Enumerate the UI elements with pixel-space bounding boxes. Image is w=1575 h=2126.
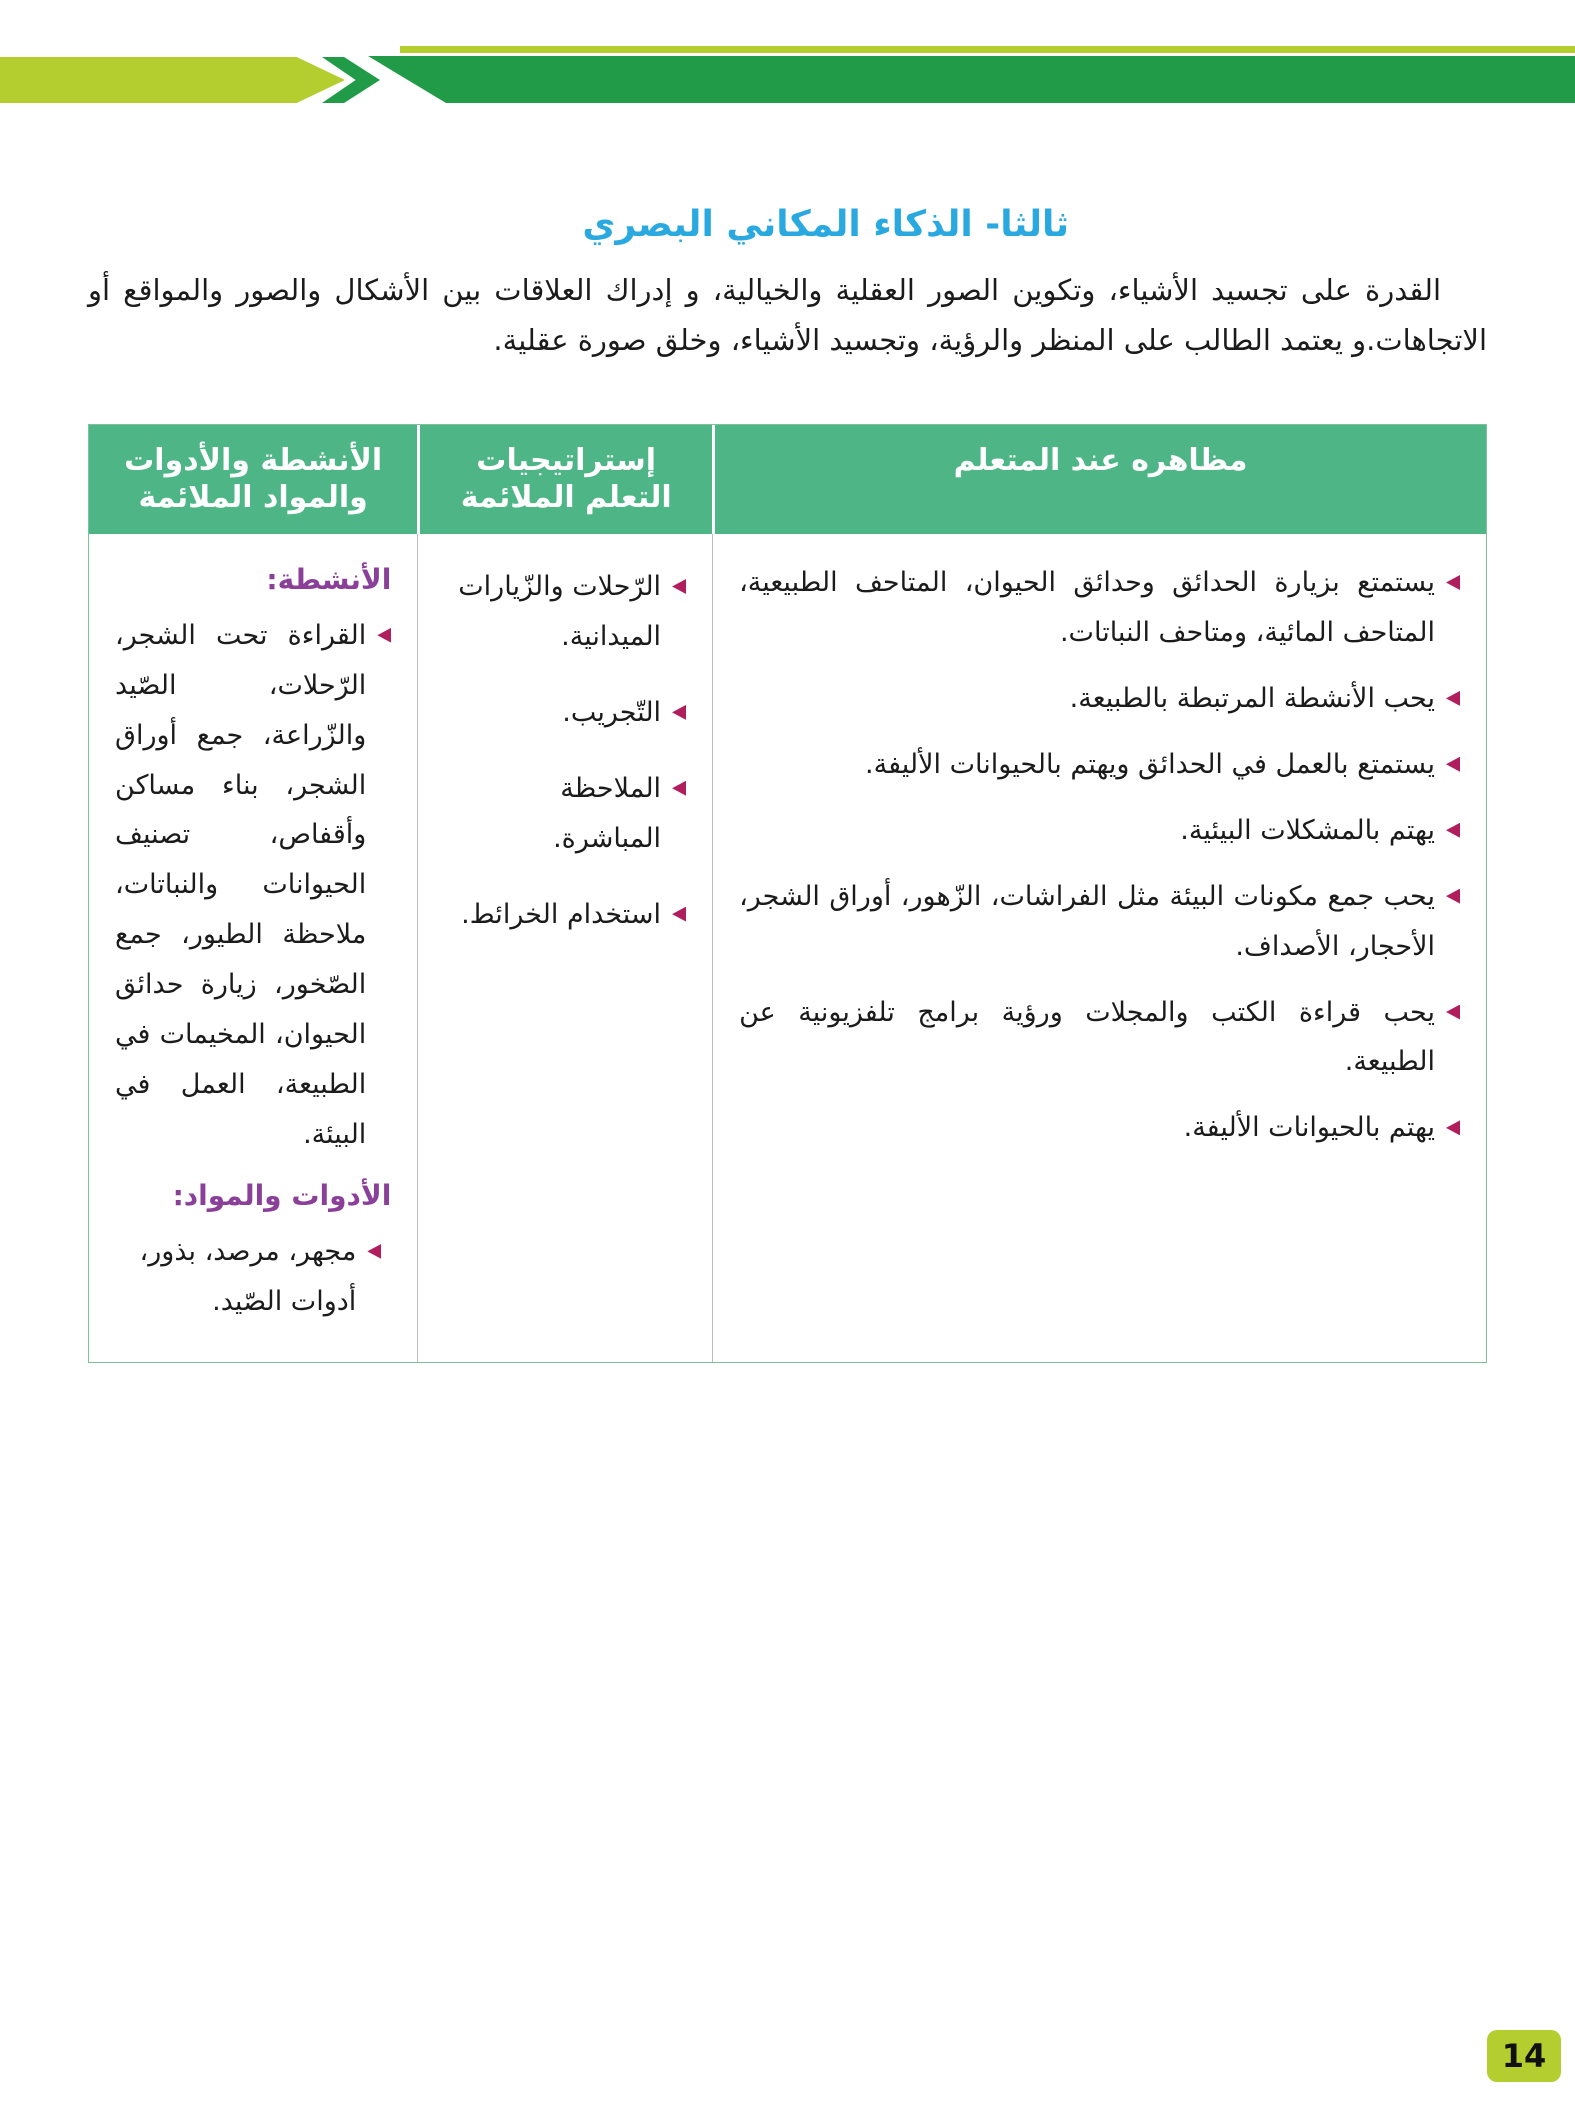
list-item [444, 688, 686, 738]
list-item [115, 611, 391, 1160]
triangle-bullet-icon [672, 705, 686, 720]
list-item [444, 764, 686, 864]
list-item-text: الملاحظة المباشرة. [553, 772, 662, 854]
list-item-text: يحب الأنشطة المرتبطة بالطبيعة. [1069, 682, 1435, 714]
page-number-badge [1487, 2030, 1561, 2082]
green-ribbon-shape [368, 56, 1575, 103]
list-item-text: يستمتع بزيارة الحدائق وحدائق الحيوان، المتاحف الطبيعية، المتاحف المائية، ومتاحف النباتات. [739, 566, 1435, 648]
list-item [739, 674, 1460, 724]
intelligence-table [88, 424, 1487, 1363]
lime-strip-shape [400, 46, 1575, 53]
section-title: ثالثا- الذكاء المكاني البصري [582, 204, 1069, 245]
list-item-text: يحب جمع مكونات البيئة مثل الفراشات، الزّهور، أوراق الشجر، الأحجار، الأصداف. [739, 880, 1435, 962]
triangle-bullet-icon [672, 781, 686, 796]
list-item [444, 890, 686, 940]
triangle-bullet-icon [672, 579, 686, 594]
list-item-text: استخدام الخرائط. [461, 898, 662, 930]
list-item-text: التّجريب. [562, 696, 662, 728]
column-header-activities: الأنشطة والأدوات والمواد الملائمة [124, 442, 383, 516]
list-item [739, 988, 1460, 1088]
list-item [739, 806, 1460, 856]
list-item-text: يهتم بالحيوانات الأليفة. [1183, 1112, 1435, 1144]
triangle-bullet-icon [1446, 691, 1460, 706]
triangle-bullet-icon [1446, 1005, 1460, 1020]
tools-subheading: الأدوات والمواد: [172, 1179, 392, 1213]
list-item [739, 558, 1460, 658]
cell-manifestations [712, 534, 1486, 1362]
triangle-bullet-icon [1446, 757, 1460, 772]
triangle-bullet-icon [1446, 823, 1460, 838]
list-item-text: مجهر، مرصد، بذور، أدوات الصّيد. [139, 1235, 357, 1317]
list-item-text: يستمتع بالعمل في الحدائق ويهتم بالحيوانات الأليفة. [865, 748, 1435, 780]
triangle-bullet-icon [1446, 889, 1460, 904]
list-item [739, 872, 1460, 972]
page-number: 14 [1501, 2037, 1547, 2075]
triangle-bullet-icon [1446, 1120, 1460, 1135]
table-body-row [89, 534, 1486, 1362]
list-item-text: الرّحلات والزّيارات الميدانية. [458, 570, 662, 652]
content-area [0, 203, 1575, 1363]
cell-activities [89, 534, 417, 1362]
list-item-text: يهتم بالمشكلات البيئية. [1180, 814, 1435, 846]
list-item [739, 740, 1460, 790]
cell-strategies [417, 534, 712, 1362]
list-item [739, 1103, 1460, 1153]
intro-paragraph: القدرة على تجسيد الأشياء، وتكوين الصور العقلية والخيالية، و إدراك العلاقات بين الأشكال والصور والمواقع أو الاتجاهات.و يعتمد الطالب على المنظر والرؤية، وتجسيد الأشياء، وخلق صورة عقلية. [88, 273, 1487, 358]
list-item [444, 562, 686, 662]
decorative-banner [0, 0, 1575, 125]
list-item [115, 1227, 391, 1327]
activities-subheading: الأنشطة: [266, 562, 392, 596]
column-header-manifestations: مظاهره عند المتعلم [712, 425, 1486, 534]
triangle-bullet-icon [672, 907, 686, 922]
list-item-text: القراءة تحت الشجر، الرّحلات، الصّيد والزّراعة، جمع أوراق الشجر، بناء مساكن وأقفاص، تصنيف الحيوانات والنباتات، ملاحظة الطيور، جمع الصّخور، زيارة حدائق الحيوان، المخيمات في الطبيعة، العمل في البيئة. [115, 619, 367, 1151]
list-item-text: يحب قراءة الكتب والمجلات ورؤية برامج تلفزيونية عن الطبيعة. [739, 996, 1435, 1078]
triangle-bullet-icon [367, 1244, 381, 1259]
table-header-row [89, 425, 1486, 534]
triangle-bullet-icon [1446, 575, 1460, 590]
column-header-strategies: إستراتيجيات التعلم الملائمة [417, 425, 712, 534]
lime-ribbon-shape [0, 57, 345, 103]
triangle-bullet-icon [377, 628, 391, 643]
